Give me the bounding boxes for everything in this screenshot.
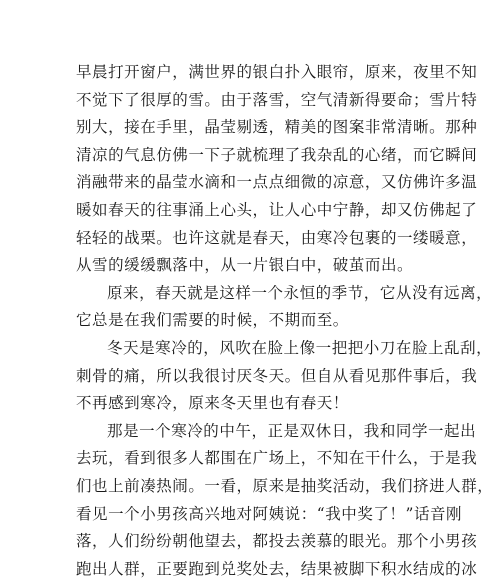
paragraph-2 [76,280,493,335]
paragraph-line: 去玩，看到很多人都围在广场上，不知在干什么，于是我 [76,449,478,468]
paragraph-line: 早晨打开窗户，满世界的银白扑入眼帘，原来，夜里不知 [76,63,478,81]
paragraph-line: 落，人们纷纷朝他望去，都投去羡慕的眼光。那个小男孩 [76,532,478,551]
paragraph-line: 从雪的缓缓飘落中，从一片银白中，破茧而出。 [76,256,414,275]
paragraph-line: 们也上前凑热闹。一看，原来是抽奖活动，我们挤进人群， [76,476,494,495]
paragraph-line: 轻轻的战栗。也许这就是春天，由寒冷包裹的一缕暖意， [76,228,478,247]
paragraph-line: 跑出人群，正要跑到兑奖处去，结果被脚下积水结成的冰 [76,559,478,578]
paragraph-4 [76,418,494,583]
paragraph-line: 原来，春天就是这样一个永恒的季节，它从没有远离， [107,283,493,302]
paragraph-line: 它总是在我们需要的时候，不期而至。 [76,311,349,330]
paragraph-line: 消融带来的晶莹水滴和一点点细微的凉意，又仿佛许多温 [76,173,478,192]
paragraph-3 [76,335,493,418]
paragraph-line: 别大，接在手里，晶莹剔透，精美的图案非常清晰。那种 [76,118,478,137]
paragraph-line: 不再感到寒冷，原来冬天里也有春天！ [76,394,349,413]
paragraph-line: 清凉的气息仿佛一下子就梳理了我杂乱的心绪，而它瞬间 [76,145,478,164]
paragraph-1 [76,59,478,280]
paragraph-line: 不觉下了很厚的雪。由于落雪，空气清新得要命；雪片特 [76,90,478,109]
article-body [76,59,494,583]
paragraph-line: 刺骨的痛，所以我很讨厌冬天。但自从看见那件事后，我 [76,366,478,385]
paragraph-line: 看见一个小男孩高兴地对阿姨说：“我中奖了！”话音刚 [76,504,463,523]
paragraph-line: 暖如春天的往事涌上心头，让人心中宁静，却又仿佛起了 [76,200,478,219]
paragraph-line: 那是一个寒冷的中午，正是双休日，我和同学一起出 [107,421,477,440]
paragraph-line: 冬天是寒冷的，风吹在脸上像一把把小刀在脸上乱刮， [107,338,493,357]
